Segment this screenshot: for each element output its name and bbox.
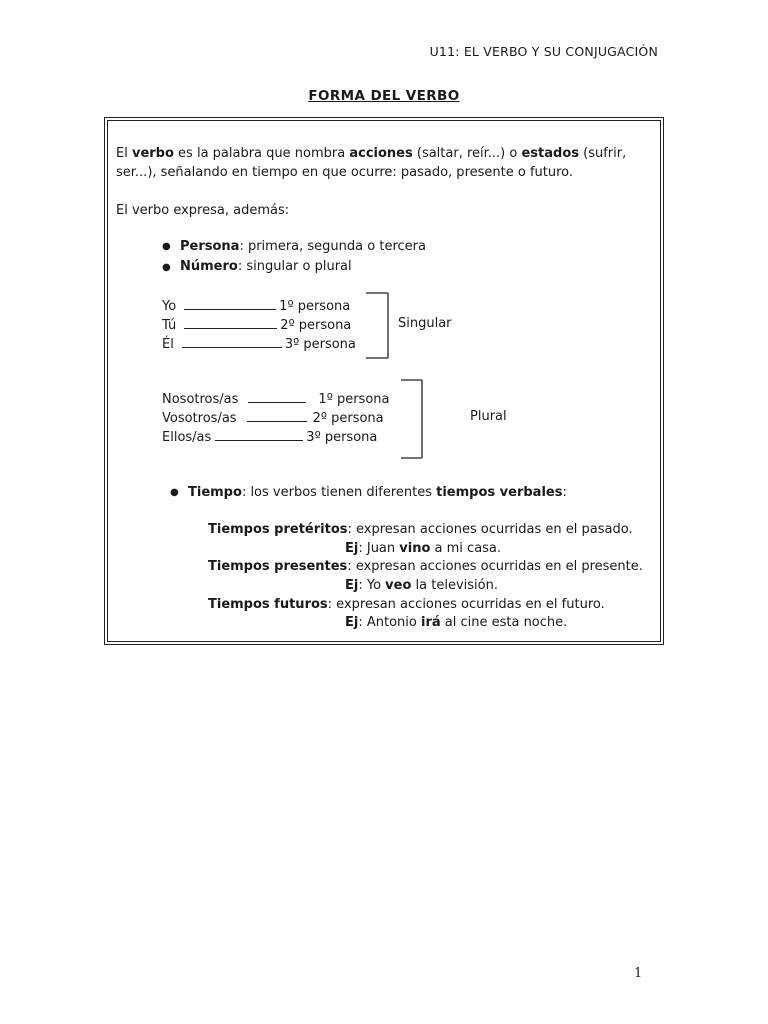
pronoun: Vosotros/as: [162, 411, 237, 426]
ej-label: Ej: [345, 541, 359, 556]
pronoun: Él: [162, 337, 174, 352]
ej-label: Ej: [345, 578, 359, 593]
term-acciones: acciones: [349, 146, 413, 161]
bullet-icon: ●: [162, 241, 171, 252]
bullet-tiempo: [188, 485, 567, 500]
singular-row-yo: [162, 297, 350, 314]
blank-line: [184, 297, 276, 310]
term: Tiempos presentes: [208, 559, 348, 574]
bullet-icon: ●: [162, 262, 171, 273]
singular-bracket: [360, 290, 400, 362]
pronoun: Yo: [162, 299, 177, 314]
person-label: 1º persona: [318, 392, 390, 407]
person-label: 2º persona: [280, 318, 352, 333]
ejemplo-preteritos: [345, 541, 501, 556]
pronoun: Ellos/as: [162, 430, 212, 445]
example-text: : Antonio: [358, 615, 421, 630]
intro-text: es la palabra que nombra: [173, 146, 350, 161]
ejemplo-futuros: [345, 615, 567, 630]
person-label: 1º persona: [279, 299, 351, 314]
bullet-text: : singular o plural: [237, 259, 352, 274]
plural-row-nosotros: [162, 390, 389, 407]
example-verb: vino: [399, 541, 431, 556]
ej-label: Ej: [345, 615, 359, 630]
plural-row-vosotros: [162, 409, 384, 426]
plural-bracket: [398, 376, 432, 464]
person-label: 3º persona: [284, 337, 356, 352]
bullet-text: : los verbos tienen diferentes: [241, 485, 437, 500]
intro-line-1: [116, 146, 626, 161]
singular-label: Singular: [398, 316, 452, 331]
term-estados: estados: [521, 146, 580, 161]
bullet-persona: [180, 239, 426, 254]
running-header: U11: EL VERBO Y SU CONJUGACIÓN: [429, 44, 658, 59]
term-numero: Número: [180, 259, 238, 274]
bullet-icon: ●: [170, 487, 179, 498]
singular-row-tu: [162, 316, 351, 333]
bullet-numero: [180, 259, 352, 274]
example-verb: veo: [385, 578, 412, 593]
example-verb: irá: [420, 615, 441, 630]
example-text: : Juan: [358, 541, 400, 556]
term-persona: Persona: [180, 239, 240, 254]
blank-line: [182, 335, 282, 348]
intro-text: El: [116, 146, 132, 161]
tiempos-futuros: [208, 597, 605, 612]
intro-text: (saltar, reír...) o: [412, 146, 522, 161]
expresa-line: El verbo expresa, además:: [116, 203, 290, 218]
example-text: : Yo: [358, 578, 386, 593]
example-text: al cine esta noche.: [440, 615, 568, 630]
term: Tiempos pretéritos: [208, 522, 348, 537]
example-text: la televisión.: [411, 578, 498, 593]
page-title: FORMA DEL VERBO: [308, 88, 460, 104]
blank-line: [248, 390, 306, 403]
blank-line: [247, 409, 307, 422]
bullet-text: :: [562, 485, 567, 500]
tiempos-preteritos: [208, 522, 633, 537]
person-label: 2º persona: [312, 411, 384, 426]
blank-line: [184, 316, 277, 329]
term-tiempo: Tiempo: [188, 485, 242, 500]
blank-line: [215, 428, 303, 441]
singular-row-el: [162, 335, 356, 352]
pronoun: Nosotros/as: [162, 392, 239, 407]
pronoun: Tú: [162, 318, 177, 333]
plural-label: Plural: [470, 409, 507, 424]
definition: : expresan acciones ocurridas en el futuro.: [327, 597, 605, 612]
example-text: a mi casa.: [430, 541, 502, 556]
bullet-text: : primera, segunda o tercera: [239, 239, 426, 254]
person-label: 3º persona: [306, 430, 378, 445]
ejemplo-presentes: [345, 578, 498, 593]
intro-text: (sufrir,: [579, 146, 627, 161]
definition: : expresan acciones ocurridas en el presente.: [347, 559, 643, 574]
term: Tiempos futuros: [208, 597, 328, 612]
tiempos-presentes: [208, 559, 643, 574]
plural-row-ellos: [162, 428, 377, 445]
term-tiempos-verbales: tiempos verbales: [436, 485, 563, 500]
term-verbo: verbo: [131, 146, 174, 161]
definition: : expresan acciones ocurridas en el pasado.: [347, 522, 633, 537]
page-number: 1: [634, 966, 643, 981]
intro-line-2: ser...), señalando en tiempo en que ocurre: pasado, presente o futuro.: [116, 165, 574, 180]
